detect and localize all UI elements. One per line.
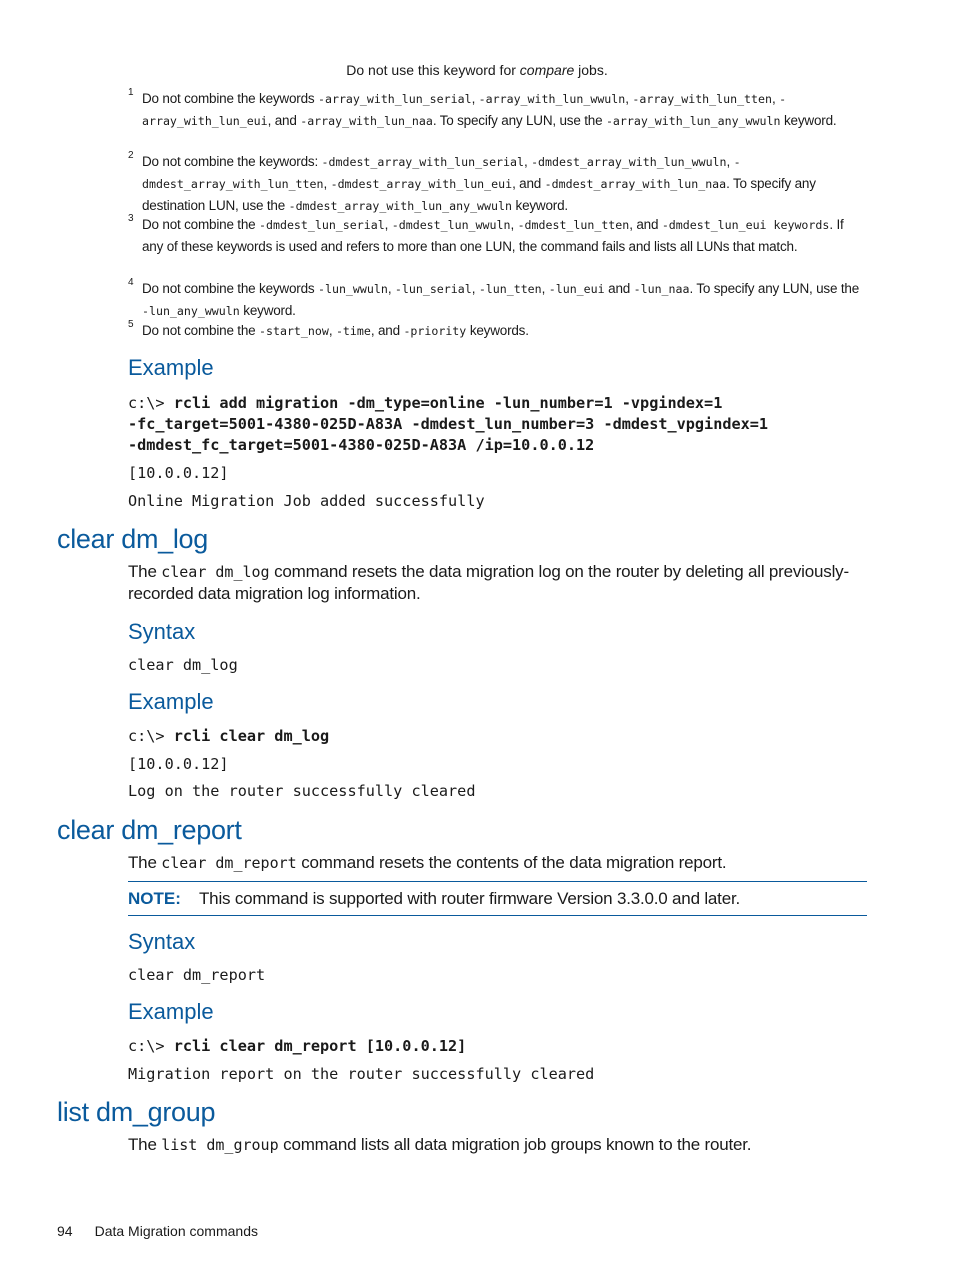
inline-code: clear dm_report xyxy=(161,854,297,872)
keyword-code: -array_with_lun_any_wwuln xyxy=(605,114,781,128)
description-text: The xyxy=(128,1135,162,1154)
footnote-3 xyxy=(128,213,868,257)
footnote-text: . To specify any destination LUN, use the xyxy=(142,176,816,213)
footnote-text: Do not combine the keywords xyxy=(142,281,318,296)
footnote-text: keyword. xyxy=(780,113,837,128)
inline-code: clear dm_log xyxy=(161,563,270,581)
example-output: [10.0.0.12] xyxy=(128,464,229,482)
command-line-2: -fc_target=5001-4380-025D-A83A -dmdest_lun_number=3 -dmdest_vpgindex=1 xyxy=(128,415,769,433)
footnote-text: keyword. xyxy=(239,303,296,318)
footnote-text: , xyxy=(323,176,331,191)
footnote-text: Do not combine the xyxy=(142,323,260,338)
keyword-code: -array_with_lun_eui xyxy=(142,92,787,128)
footnote-text: Do not combine the xyxy=(142,217,260,232)
footnote-text: keywords. xyxy=(466,323,529,338)
keyword-code: -dmdest_array_with_lun_serial xyxy=(321,155,524,169)
inline-code: list dm_group xyxy=(161,1136,279,1154)
description-text: command lists all data migration job groups known to the router. xyxy=(278,1135,752,1154)
command-text: rcli clear dm_log xyxy=(173,727,330,745)
keyword-code: -lun_naa xyxy=(633,282,690,296)
keyword-note-italic: compare xyxy=(519,62,575,78)
description-text: command resets the contents of the data migration report. xyxy=(296,853,727,872)
keyword-code: -array_with_lun_tten xyxy=(632,92,772,106)
footnote-text: , xyxy=(523,154,532,169)
footnote-text: , xyxy=(387,281,395,296)
command-prompt: c:\> xyxy=(128,1037,174,1055)
footnote-text: , and xyxy=(629,217,662,232)
command-prompt: c:\> xyxy=(128,727,174,745)
footnote-2 xyxy=(128,150,868,217)
keyword-code: -time xyxy=(335,324,371,338)
footnote-text: keyword. xyxy=(511,198,568,213)
keyword-code: -dmdest_array_with_lun_eui xyxy=(330,177,513,191)
footnote-text: . To specify any LUN, use the xyxy=(432,113,606,128)
keyword-note-text: Do not use this keyword for xyxy=(346,62,520,78)
note-text: This command is supported with router firmware Version 3.3.0.0 and later. xyxy=(199,889,740,908)
syntax-heading: Syntax xyxy=(128,929,196,954)
syntax-line: clear dm_log xyxy=(128,656,238,674)
example-heading: Example xyxy=(128,689,214,714)
keyword-code: -dmdest_lun_wwuln xyxy=(391,218,511,232)
example-output: Log on the router successfully cleared xyxy=(128,782,476,800)
footnote-text: , and xyxy=(370,323,404,338)
keyword-code: -array_with_lun_serial xyxy=(318,92,472,106)
footnote-text: Do not combine the keywords xyxy=(142,91,318,106)
footer-section: Data Migration commands xyxy=(94,1223,258,1239)
page-footer xyxy=(57,1223,258,1239)
footnote-text: , xyxy=(726,154,734,169)
description-text: The xyxy=(128,853,162,872)
description-text: The xyxy=(128,562,162,581)
footnote-text: , xyxy=(384,217,392,232)
keyword-code: -lun_tten xyxy=(478,282,542,296)
keyword-code: -lun_eui xyxy=(548,282,605,296)
section-description xyxy=(128,1134,868,1156)
note-box xyxy=(128,881,867,916)
keyword-code: -dmdest_lun_eui keywords xyxy=(661,218,830,232)
example-output: Online Migration Job added successfully xyxy=(128,492,485,510)
footnote-number: 1 xyxy=(128,87,134,98)
footnote-number: 5 xyxy=(128,319,134,330)
syntax-heading: Syntax xyxy=(128,619,196,644)
command-line-1: rcli add migration -dm_type=online -lun_number=1 -vpgindex=1 xyxy=(173,394,723,412)
section-title-clear-dm-log: clear dm_log xyxy=(57,524,208,554)
footnote-5 xyxy=(128,319,868,342)
section-title-clear-dm-report: clear dm_report xyxy=(57,815,242,845)
keyword-code: -dmdest_lun_serial xyxy=(259,218,385,232)
keyword-note xyxy=(0,62,954,78)
keyword-code: -start_now xyxy=(259,324,329,338)
keyword-code: -lun_any_wwuln xyxy=(142,304,240,318)
footnote-text: , and xyxy=(512,176,545,191)
footnote-number: 3 xyxy=(128,213,134,224)
footnote-text: , xyxy=(510,217,518,232)
footnote-number: 2 xyxy=(128,150,134,161)
keyword-code: -priority xyxy=(403,324,467,338)
description-text: command resets the data migration log on the router by deleting all previously-recorded data migration log information. xyxy=(128,562,849,603)
footnote-text: , xyxy=(471,281,479,296)
footnote-text: . If any of these keywords is used and refers to more than one LUN, the command fails and lists all LUNs that match. xyxy=(142,217,844,254)
footnote-4 xyxy=(128,277,868,322)
note-label: NOTE: xyxy=(128,889,181,908)
keyword-code: -dmdest_array_with_lun_wwuln xyxy=(531,155,727,169)
section-description xyxy=(128,561,868,604)
footnote-text: , xyxy=(771,91,780,106)
footnote-text: . To specify any LUN, use the xyxy=(689,281,860,296)
example-command-cont xyxy=(128,435,594,456)
keyword-code: -lun_wwuln xyxy=(318,282,388,296)
example-command-cont xyxy=(128,414,768,435)
example-output: Migration report on the router successfully cleared xyxy=(128,1065,595,1083)
example-command xyxy=(128,1036,466,1057)
section-description xyxy=(128,852,868,874)
footnote-text: , and xyxy=(267,113,301,128)
footnote-text: , xyxy=(471,91,479,106)
keyword-code: -lun_serial xyxy=(394,282,472,296)
example-heading: Example xyxy=(128,999,214,1024)
footnote-text: , xyxy=(328,323,336,338)
keyword-code: -dmdest_lun_tten xyxy=(517,218,630,232)
footnote-text: Do not combine the keywords: xyxy=(142,154,322,169)
footnote-text: and xyxy=(604,281,634,296)
command-prompt: c:\> xyxy=(128,394,174,412)
footnote-1 xyxy=(128,87,868,132)
keyword-code: -dmdest_array_with_lun_any_wwuln xyxy=(288,199,512,213)
section-title-list-dm-group: list dm_group xyxy=(57,1097,216,1127)
example-heading: Example xyxy=(128,355,214,380)
syntax-line: clear dm_report xyxy=(128,966,266,984)
example-command xyxy=(128,393,722,414)
keyword-code: -dmdest_array_with_lun_tten xyxy=(142,155,741,191)
page-number: 94 xyxy=(57,1223,73,1239)
footnote-text: , xyxy=(625,91,633,106)
keyword-code: -array_with_lun_naa xyxy=(300,114,433,128)
footnote-number: 4 xyxy=(128,277,134,288)
keyword-code: -dmdest_array_with_lun_naa xyxy=(544,177,727,191)
example-output: [10.0.0.12] xyxy=(128,755,229,773)
footnote-text: , xyxy=(541,281,549,296)
command-line-3: -dmdest_fc_target=5001-4380-025D-A83A /ip=10.0.0.12 xyxy=(128,436,595,454)
example-command xyxy=(128,726,329,747)
keyword-code: -array_with_lun_wwuln xyxy=(478,92,626,106)
keyword-note-text-end: jobs. xyxy=(574,62,608,78)
command-text: rcli clear dm_report [10.0.0.12] xyxy=(173,1037,467,1055)
